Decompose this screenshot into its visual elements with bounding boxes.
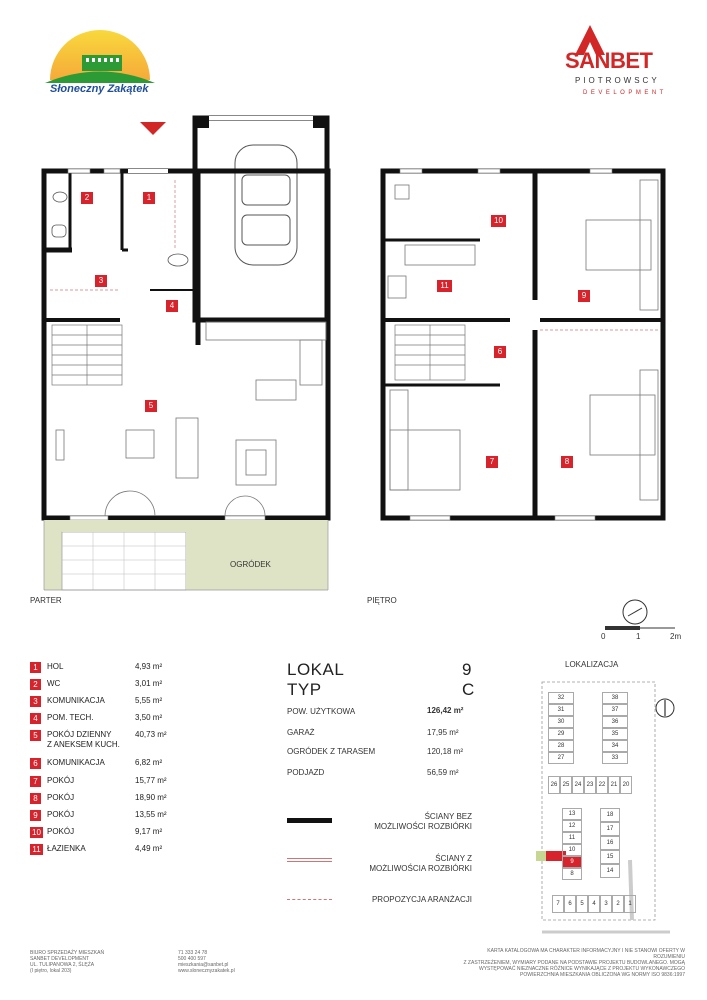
scale-1: 1: [636, 632, 641, 641]
sanbet-sub: PIOTROWSCY: [575, 76, 660, 85]
sanbet-sub2: DEVELOPMENT: [583, 90, 667, 96]
garaz-label: GARAŻ: [287, 728, 315, 737]
legend-row: 7 POKÓJ 15,77 m²: [30, 776, 200, 790]
garden-label: OGRÓDEK: [230, 560, 271, 569]
legend-row: 9 POKÓJ 13,55 m²: [30, 810, 200, 824]
first-floor-plan: [383, 169, 663, 520]
loc-unit: 32: [548, 692, 574, 704]
pow-label: POW. UŻYTKOWA: [287, 707, 356, 716]
loc-unit: 26: [548, 776, 560, 794]
loc-bottom-row: [552, 895, 636, 913]
typ-label: TYP: [287, 680, 322, 699]
loc-unit: 15: [600, 850, 620, 864]
loc-unit: 38: [602, 692, 628, 704]
loc-unit: 2: [612, 895, 624, 913]
garaz-value: 17,95 m²: [427, 728, 459, 737]
legend-row: 1 HOL 4,93 m²: [30, 662, 200, 676]
loc-top-left: [548, 692, 574, 764]
loc-unit: 25: [560, 776, 572, 794]
ogrodek-label: OGRÓDEK Z TARASEM: [287, 747, 376, 756]
loc-unit-current: 9: [562, 856, 582, 868]
legend-row: 4 POM. TECH. 3,50 m²: [30, 713, 200, 727]
legend-row: 8 POKÓJ 18,90 m²: [30, 793, 200, 807]
legend-row: 6 KOMUNIKACJA 6,82 m²: [30, 758, 200, 772]
footer-right: KARTA KATALOGOWA MA CHARAKTER INFORMACYJNY I NIE STANOWI OFERTY W ROZUMIENIU Z ZASTRZEŻENIEM, WYMIARY PODANE NA PODSTAWIE PROJEKTU BUDOWLANEGO. MOGĄ WYSTĘPOWAĆ NIEZNACZNE RÓŻNICE WYNIKAJĄCE Z PROJEKTU WYKONAWCZEGO POWIERZCHNIA MIESZKANIA OBLICZONA WG NORMY ISO 9836:1997: [463, 948, 685, 978]
entrance-arrow-icon: [140, 122, 166, 135]
legend-row: 2 WC 3,01 m²: [30, 679, 200, 693]
loc-unit: 12: [562, 820, 582, 832]
room-badge-6: 6: [494, 346, 506, 358]
room-badge-1: 1: [143, 192, 155, 204]
loc-unit: 10: [562, 844, 582, 856]
loc-unit: 14: [600, 864, 620, 878]
lokal-label: LOKAL: [287, 660, 345, 679]
loc-unit: 22: [596, 776, 608, 794]
legend-row: 5 POKÓJ DZIENNY Z ANEKSEM KUCH. 40,73 m²: [30, 730, 200, 754]
loc-bottom-right: [600, 808, 620, 878]
loc-unit: 11: [562, 832, 582, 844]
loc-unit: 8: [562, 868, 582, 880]
legend-row: 10 POKÓJ 9,17 m²: [30, 827, 200, 841]
loc-unit: 13: [562, 808, 582, 820]
loc-unit: 18: [600, 808, 620, 822]
ground-floor-plan: [44, 116, 328, 590]
loc-unit: 31: [548, 704, 574, 716]
room-badge-9: 9: [578, 290, 590, 302]
loc-unit: 1: [624, 895, 636, 913]
loc-unit: 27: [548, 752, 574, 764]
loc-unit: 20: [620, 776, 632, 794]
loc-middle-row: [548, 776, 632, 794]
room-badge-11: 11: [437, 280, 452, 292]
first-label: PIĘTRO: [367, 596, 397, 605]
loc-unit: 5: [576, 895, 588, 913]
loc-unit: 23: [584, 776, 596, 794]
room-badge-4: 4: [166, 300, 178, 312]
room-badge-5: 5: [145, 400, 157, 412]
pow-value: 126,42 m²: [427, 706, 464, 715]
car-icon: [235, 145, 297, 265]
ogrodek-value: 120,18 m²: [427, 747, 464, 756]
scale-0: 0: [601, 632, 606, 641]
proposal-swatch: [287, 899, 332, 900]
room-badge-10: 10: [491, 215, 506, 227]
room-badge-7: 7: [486, 456, 498, 468]
lokal-value: 9: [462, 660, 472, 679]
room-badge-3: 3: [95, 275, 107, 287]
walls-removable-label: ŚCIANY Z MOŻLIWOŚCIA ROZBIÓRKI: [369, 854, 472, 873]
podjazd-value: 56,59 m²: [427, 768, 459, 777]
walls-fixed-label: ŚCIANY BEZ MOŻLIWOŚCI ROZBIÓRKI: [374, 812, 472, 831]
removable-wall-swatch: [287, 858, 332, 862]
room-badge-8: 8: [561, 456, 573, 468]
loc-unit: 35: [602, 728, 628, 740]
loc-unit: 6: [564, 895, 576, 913]
loc-unit: 4: [588, 895, 600, 913]
loc-top-right: [602, 692, 628, 764]
loc-unit: 33: [602, 752, 628, 764]
typ-value: C: [462, 680, 475, 699]
loc-unit: 3: [600, 895, 612, 913]
footer-left: BIURO SPRZEDAŻY MIESZKAŃ SANBET DEVELOPMENT UL. TULIPANOWA 2, ŚLĘŻA (I piętro, lokal 203): [30, 950, 105, 974]
loc-unit: 36: [602, 716, 628, 728]
loc-bottom-left: [562, 808, 582, 880]
loc-unit: 30: [548, 716, 574, 728]
loc-unit: 28: [548, 740, 574, 752]
legend-row: 11 ŁAZIENKA 4,49 m²: [30, 844, 200, 858]
footer-middle: 71 333 24 78 500 400 597 mieszkania@sanbet.pl www.slonecznyzakatek.pl: [178, 950, 235, 974]
loc-unit: 37: [602, 704, 628, 716]
solid-wall-swatch: [287, 818, 332, 823]
loc-unit: 29: [548, 728, 574, 740]
loc-unit: 16: [600, 836, 620, 850]
location-title: LOKALIZACJA: [565, 660, 619, 669]
sanbet-text: SANBET: [565, 48, 653, 73]
loc-unit: 17: [600, 822, 620, 836]
loc-unit: 21: [608, 776, 620, 794]
proposal-label: PROPOZYCJA ARANŻACJI: [371, 895, 472, 904]
ground-label: PARTER: [30, 596, 62, 605]
podjazd-label: PODJAZD: [287, 768, 325, 777]
legend-row: 3 KOMUNIKACJA 5,55 m²: [30, 696, 200, 710]
scale-2: 2m: [670, 632, 682, 641]
loc-unit: 34: [602, 740, 628, 752]
brand-name: Słoneczny Zakątek: [50, 83, 149, 95]
loc-unit: 7: [552, 895, 564, 913]
room-badge-2: 2: [81, 192, 93, 204]
loc-unit: 24: [572, 776, 584, 794]
